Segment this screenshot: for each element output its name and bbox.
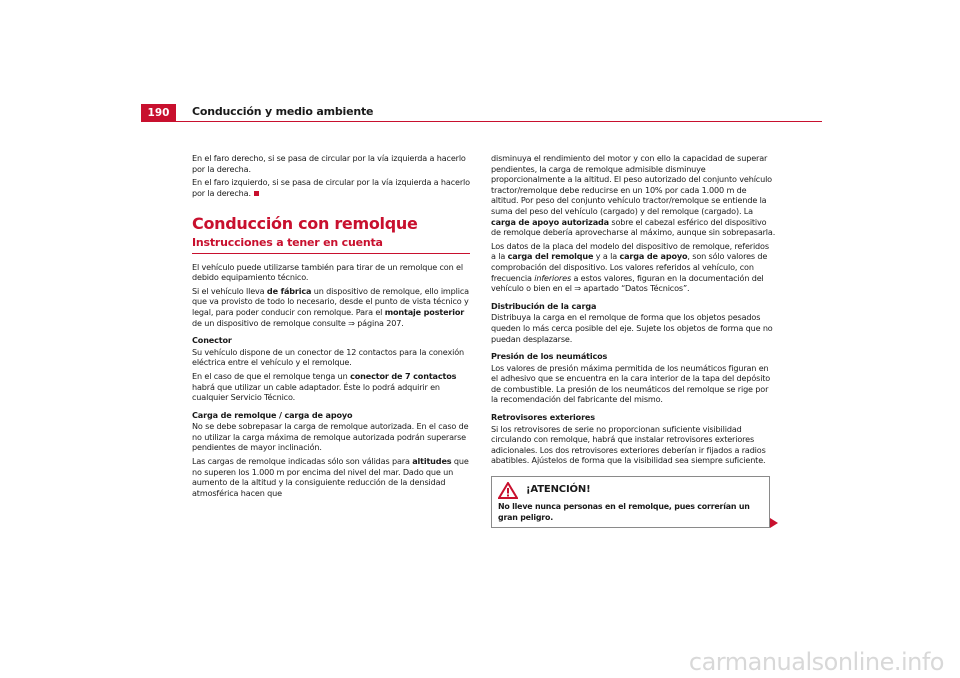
paragraph-altitudes: Las cargas de remolque indicadas sólo son válidas para altitudes que no superen los 1.000 m por encima del nivel del mar. Dado que un aumento de la altitud y la consiguiente reducción de la densidad atmosférica hacen que [192, 456, 469, 498]
heading-presion: Presión de los neumáticos [491, 351, 608, 362]
left-column [192, 153, 470, 501]
paragraph-distribucion: Distribuya la carga en el remolque de forma que los objetos pesados queden lo más cerca posible del eje. Sujete los objetos de forma que no puedan desplazarse. [491, 312, 773, 344]
warning-text: No lleve nunca personas en el remolque, pues correrían un gran peligro. [498, 502, 750, 522]
heading-conector: Conector [192, 335, 232, 346]
paragraph-equipment: El vehículo puede utilizarse también para tirar de un remolque con el debido equipamiento técnico. [192, 261, 463, 283]
heading-carga: Carga de remolque / carga de apoyo [192, 409, 353, 420]
continue-arrow-icon [770, 518, 778, 528]
section-title: Conducción con remolque [192, 214, 418, 234]
heading-distribucion: Distribución de la carga [491, 300, 597, 311]
header-divider [141, 121, 822, 122]
warning-triangle-icon [498, 482, 518, 499]
paragraph-carga: No se debe sobrepasar la carga de remolque autorizada. En el caso de no utilizar la carga máxima de remolque autorizada podrán superarse pendientes de mayor inclinación. [192, 421, 469, 453]
paragraph-presion: Los valores de presión máxima permitida de los neumáticos figuran en el adhesivo que se encuentra en la cara interior de la tapa del depósito de combustible. La presión de los neumáticos del remolque se rige por la recomendación del fabricante del mismo. [491, 362, 771, 405]
right-column [491, 153, 776, 528]
watermark: carmanualsonline.info [688, 648, 944, 676]
intro-paragraph-1: En el faro derecho, si se pasa de circular por la vía izquierda a hacerlo por la derecha. [192, 153, 466, 174]
paragraph-adapter: En el caso de que el remolque tenga un conector de 7 contactos habrá que utilizar un cable adaptador. Éste lo podrá adquirir en cualquier Servicio Técnico. [192, 370, 457, 403]
end-of-section-icon [254, 191, 259, 196]
paragraph-retrovisores: Si los retrovisores de serie no proporcionan suficiente visibilidad circulando con remolque, habrá que instalar retrovisores exteriores adicionales. Los dos retrovisores exteriores deberían ir fijados a radios abatibles. Ajústelos de forma que la visibilidad sea siempre suficiente. [491, 423, 766, 466]
warning-box [491, 476, 770, 528]
subsection-title: Instrucciones a tener en cuenta [192, 238, 470, 254]
intro-paragraph-2: En el faro izquierdo, si se pasa de circular por la vía izquierda a hacerlo por la derecha. [192, 177, 470, 198]
paragraph-altitude-cont: disminuya el rendimiento del motor y con ello la capacidad de superar pendientes, la carga de remolque admisible disminuye proporcionalmente a la altitud. El peso autorizado del conjunto vehículo tractor/remolque debe reducirse en un 10% por cada 1.000 m de altitud. Por peso del conjunto vehículo tractor/remolque se entiende la suma del peso del vehículo (cargado) y del remolque (cargado). La carga de apoyo autorizada sobre el cabezal esférico del dispositivo de remolque debería aprovecharse al máximo, aunque sin sobrepasarla. [491, 153, 776, 238]
paragraph-factory: Si el vehículo lleva de fábrica un dispositivo de remolque, ello implica que va provisto de todo lo necesario, desde el punto de vista técnico y legal, para poder conducir con remolque. Para el montaje posterior de un dispositivo de remolque consulte ⇒ página 207. [192, 285, 469, 328]
paragraph-conector: Su vehículo dispone de un conector de 12 contactos para la conexión eléctrica entre el vehículo y el remolque. [192, 346, 464, 368]
warning-title: ¡ATENCIÓN! [526, 484, 591, 496]
page-number: 190 [141, 104, 176, 121]
heading-retrovisores: Retrovisores exteriores [491, 412, 595, 423]
paragraph-placa: Los datos de la placa del modelo del dispositivo de remolque, referidos a la carga del remolque y a la carga de apoyo, son sólo valores de comprobación del dispositivo. Los valores referidos al vehículo, con frecuencia inferiores a estos valores, figuran en la documentación del vehículo o bien en el ⇒ apartado “Datos Técnicos”. [491, 240, 769, 294]
chapter-title: Conducción y medio ambiente [192, 105, 374, 118]
